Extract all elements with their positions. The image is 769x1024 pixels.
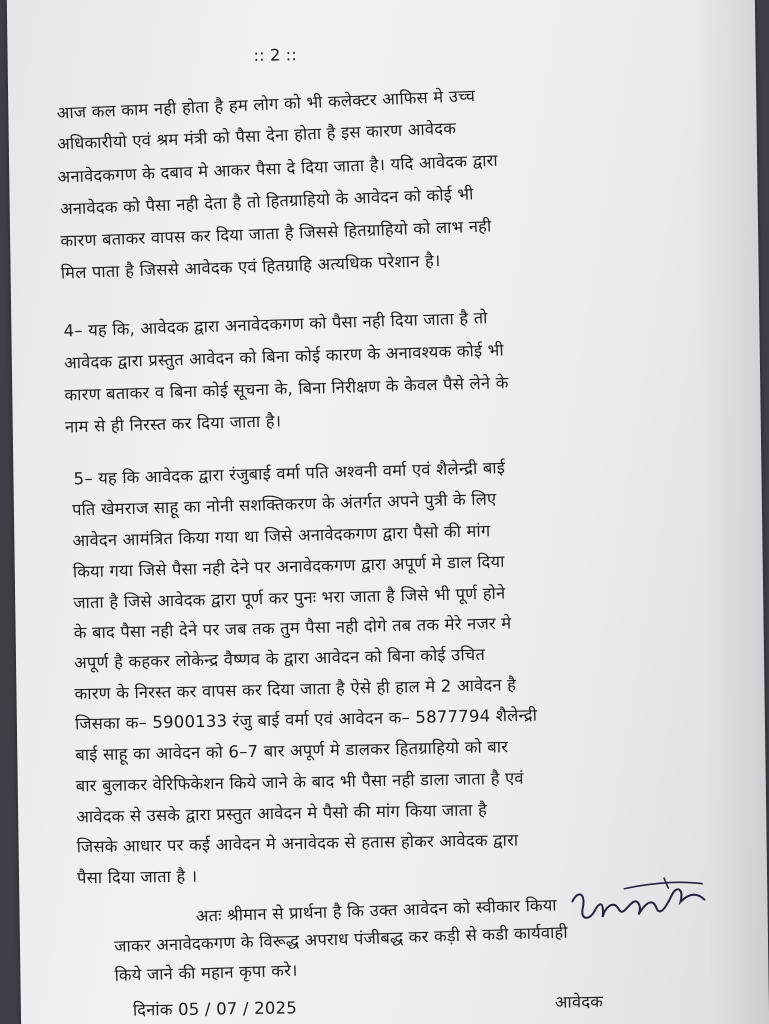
paragraph-line: पैसा दिया जाता है ।: [76, 866, 198, 888]
applicant-label: आवेदक: [554, 992, 604, 1012]
prayer-line: अतः श्रीमान से प्रार्थना है कि उक्त आवेदन को स्वीकार किया: [195, 895, 558, 926]
paragraph-line: जाता है जिसे आवेदक द्वारा पूर्ण कर पुनः भरा जाता है जिसे भी पूर्ण होने: [73, 583, 506, 613]
paragraph-line: बाई साहू का आवेदन को 6–7 बार अपूर्ण मे डालकर हितग्राहियो को बार: [75, 737, 509, 765]
paragraph-line: किया गया जिसे पैसा नही देने पर अनावेदकगण द्वारा अपूर्ण मे डाल दिया: [72, 551, 505, 582]
document-sheet: [7, 0, 769, 1024]
paragraph-line: के बाद पैसा नही देने पर जब तक तुम पैसा नही दोगे तब तक मेरे नजर मे: [73, 613, 512, 643]
paragraph-line: आज कल काम नही होता है हम लोग को भी कलेक्टर आफिस मे उच्च: [56, 86, 476, 123]
paragraph-line: 4– यह कि, आवेदक द्वारा अनावेदकगण को पैसा नही दिया जाता है तो: [63, 308, 488, 341]
paragraph-line: नाम से ही निरस्त कर दिया जाता है।: [64, 411, 282, 437]
paragraph-line: अनावेदक को पैसा नही देता है तो हितग्राहियो के आवेदन को कोई भी: [59, 184, 474, 219]
paragraph-line: पति खेमराज साहू का नोनी सशक्तिकरण के अंतर्गत अपने पुत्री के लिए: [71, 489, 497, 520]
paragraph-line: अनावेदकगण के दबाव मे आकर पैसा दे दिया जाता है। यदि आवेदक द्वारा: [57, 150, 499, 187]
date-line: दिनांक 05 / 07 / 2025: [132, 998, 298, 1020]
paragraph-line: आवेदक द्वारा प्रस्तुत आवेदन को बिना कोई कारण के अनावश्यक कोई भी: [63, 340, 505, 373]
paragraph-line: अपूर्ण है कहकर लोकेन्द्र वैष्णव के द्वारा आवेदन को बिना कोई उचित: [73, 644, 486, 673]
paragraph-line: आवेदन आमंत्रित किया गया था जिसे अनावेदकगण द्वारा पैसो की मांग: [72, 521, 491, 551]
prayer-line: जाकर अनावेदकगण के विरूद्ध अपराध पंजीबद्ध कर कड़ी से कडी कार्यवाही: [113, 922, 569, 956]
paragraph-line: बार बुलाकर वेरिफिकेशन किये जाने के बाद भी पैसा नही डाला जाता है एवं: [75, 768, 524, 796]
paragraph-line: 5– यह कि आवेदक द्वारा रंजुबाई वर्मा पति अश्वनी वर्मा एवं शैलेन्द्री बाई: [73, 458, 506, 489]
paragraph-line: कारण के निरस्त कर वापस कर दिया जाता है ऐसे ही हाल मे 2 आवेदन है: [74, 675, 517, 704]
handwritten-signature: [564, 857, 715, 949]
paragraph-line: आवेदक से उसके द्वारा प्रस्तुत आवेदन मे पैसो की मांग किया जाता है: [76, 800, 488, 827]
paragraph-line: कारण बताकर व बिना कोई सूचना के, बिना निरीक्षण के केवल पैसे लेने के: [64, 373, 509, 405]
page-number: :: 2 ::: [253, 45, 298, 65]
paragraph-line: जिसके आधार पर कई आवेदन मे अनावेदक से हतास होकर आवेदक द्वारा: [76, 830, 519, 857]
prayer-line: किये जाने की महान कृपा करे।: [114, 960, 298, 985]
paragraph-line: कारण बताकर वापस कर दिया जाता है जिससे हितग्राहियो को लाभ नही: [60, 216, 492, 251]
paragraph-line: अधिकारीयो एवं श्रम मंत्री को पैसा देना होता है इस कारण आवेदक: [56, 118, 457, 154]
paragraph-line: जिसका क– 5900133 रंजु बाई वर्मा एवं आवेदन क– 5877794 शैलेन्द्री: [74, 705, 538, 734]
paragraph-line: मिल पाता है जिससे आवेदक एवं हितग्राहि अत्यधिक परेशान है।: [60, 250, 441, 283]
